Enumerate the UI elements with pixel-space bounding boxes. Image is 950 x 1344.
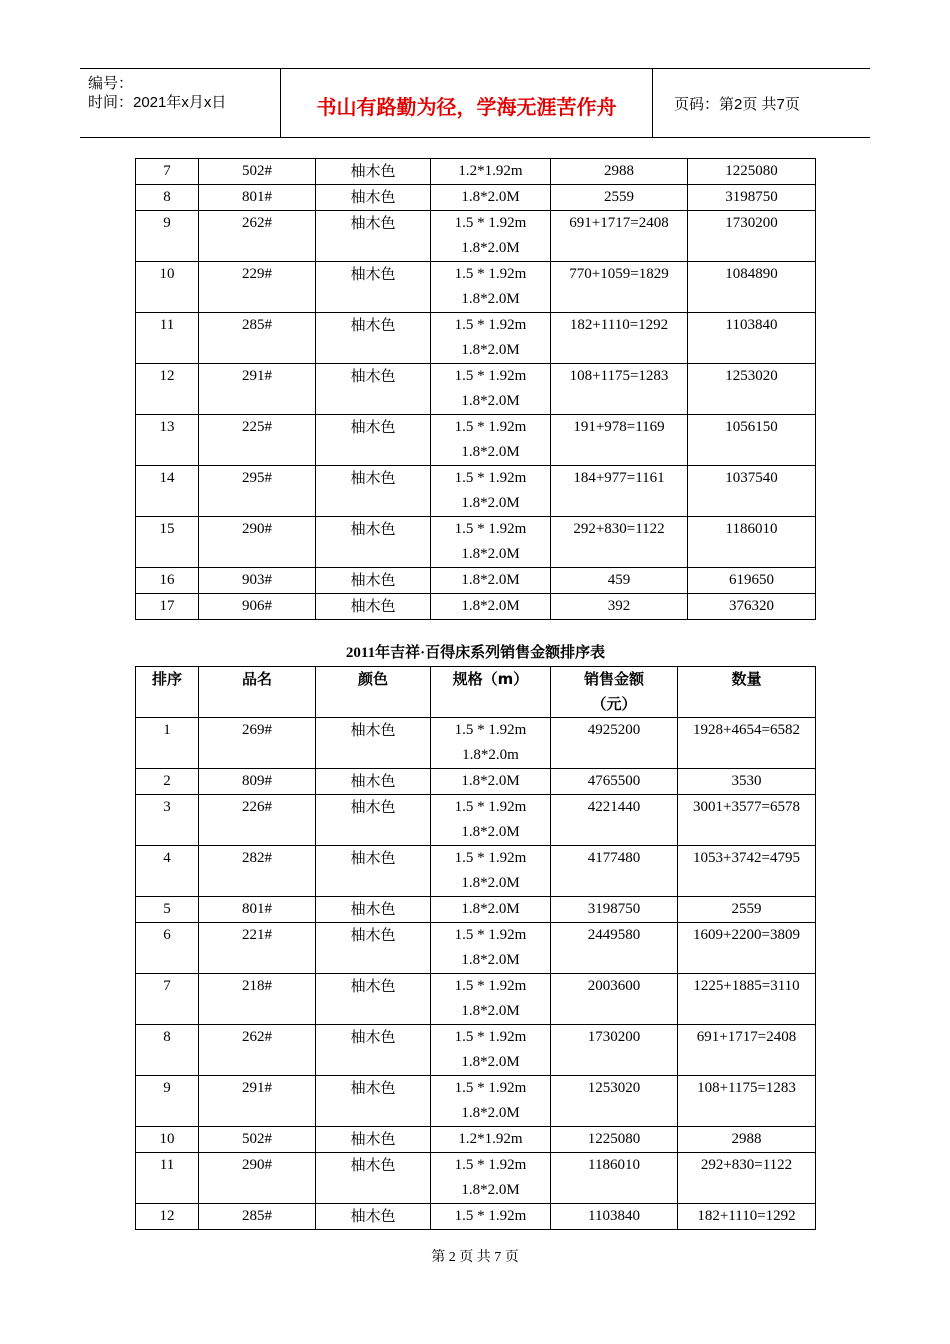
table-cell: 柚木色	[316, 1204, 431, 1230]
column-header: 排序	[136, 667, 199, 718]
table-cell: 295#	[199, 466, 316, 517]
table-cell: 3	[136, 795, 199, 846]
table-cell: 柚木色	[316, 159, 431, 185]
table-row	[136, 1127, 816, 1153]
table-cell: 4177480	[551, 846, 678, 897]
table-cell: 4925200	[551, 718, 678, 769]
table-cell: 柚木色	[316, 974, 431, 1025]
table-cell: 1253020	[688, 364, 816, 415]
table-cell: 1.2*1.92m	[431, 159, 551, 185]
table-cell: 16	[136, 568, 199, 594]
table-cell: 619650	[688, 568, 816, 594]
table-row	[136, 185, 816, 211]
table-cell: 1.5 * 1.92m 1.8*2.0M	[431, 1025, 551, 1076]
table-cell: 1.5 * 1.92m 1.8*2.0M	[431, 313, 551, 364]
table-cell: 1.8*2.0M	[431, 568, 551, 594]
table-cell: 3001+3577=6578	[678, 795, 816, 846]
table-cell: 14	[136, 466, 199, 517]
table-row	[136, 159, 816, 185]
table-cell: 502#	[199, 1127, 316, 1153]
table-cell: 柚木色	[316, 211, 431, 262]
table-cell: 4	[136, 846, 199, 897]
header-meta	[80, 69, 281, 137]
column-header: 数量	[678, 667, 816, 718]
table-cell: 9	[136, 1076, 199, 1127]
table-cell: 3198750	[551, 897, 678, 923]
table-cell: 3530	[678, 769, 816, 795]
table-cell: 柚木色	[316, 185, 431, 211]
page-label-text: 页码：第2页 共7页	[674, 95, 800, 113]
table-row	[136, 795, 816, 846]
page-footer: 第 2 页 共 7 页	[431, 1250, 519, 1265]
table-cell: 8	[136, 185, 199, 211]
table-cell: 184+977=1161	[551, 466, 688, 517]
table-cell: 柚木色	[316, 517, 431, 568]
table-cell: 1.5 * 1.92m 1.8*2.0M	[431, 974, 551, 1025]
table-cell: 1.8*2.0M	[431, 769, 551, 795]
table-cell: 1.5 * 1.92m 1.8*2.0M	[431, 415, 551, 466]
column-header: 销售金额 （元）	[551, 667, 678, 718]
table-cell: 1.5 * 1.92m 1.8*2.0M	[431, 923, 551, 974]
time-label: 时间：2021年x月x日	[88, 94, 227, 111]
table-row	[136, 415, 816, 466]
table-cell: 柚木色	[316, 1153, 431, 1204]
table-cell: 13	[136, 415, 199, 466]
table-row	[136, 1025, 816, 1076]
table-cell: 1.5 * 1.92m 1.8*2.0M	[431, 211, 551, 262]
table-cell: 柚木色	[316, 795, 431, 846]
table-row	[136, 517, 816, 568]
table-row	[136, 594, 816, 620]
table-cell: 11	[136, 1153, 199, 1204]
table-cell: 801#	[199, 897, 316, 923]
table-cell: 1.5 * 1.92m	[431, 1204, 551, 1230]
table-cell: 1.5 * 1.92m 1.8*2.0M	[431, 795, 551, 846]
table-cell: 3198750	[688, 185, 816, 211]
table-cell: 1.5 * 1.92m 1.8*2.0M	[431, 1076, 551, 1127]
sales-table-continued	[135, 158, 816, 620]
table-row	[136, 923, 816, 974]
table-cell: 1084890	[688, 262, 816, 313]
table-cell: 2003600	[551, 974, 678, 1025]
table-row	[136, 364, 816, 415]
table-row	[136, 1076, 816, 1127]
table-cell: 262#	[199, 211, 316, 262]
table-cell: 691+1717=2408	[678, 1025, 816, 1076]
table-cell: 1037540	[688, 466, 816, 517]
table-cell: 1.5 * 1.92m 1.8*2.0M	[431, 466, 551, 517]
table-cell: 柚木色	[316, 262, 431, 313]
sales-ranking-table	[135, 666, 816, 1230]
table-row	[136, 466, 816, 517]
table-row	[136, 568, 816, 594]
table-cell: 1056150	[688, 415, 816, 466]
column-header: 颜色	[316, 667, 431, 718]
table-row	[136, 1153, 816, 1204]
table-cell: 1730200	[688, 211, 816, 262]
table-row	[136, 313, 816, 364]
table-cell: 108+1175=1283	[678, 1076, 816, 1127]
table-cell: 12	[136, 364, 199, 415]
table-cell: 柚木色	[316, 923, 431, 974]
header-page-label	[664, 69, 870, 137]
table-cell: 182+1110=1292	[678, 1204, 816, 1230]
table-cell: 1253020	[551, 1076, 678, 1127]
table-cell: 柚木色	[316, 594, 431, 620]
table-cell: 1186010	[688, 517, 816, 568]
table-cell: 4221440	[551, 795, 678, 846]
table-cell: 柚木色	[316, 769, 431, 795]
table-cell: 2	[136, 769, 199, 795]
table-row	[136, 846, 816, 897]
table-cell: 柚木色	[316, 364, 431, 415]
table-cell: 12	[136, 1204, 199, 1230]
table-cell: 1.8*2.0M	[431, 897, 551, 923]
table-cell: 1.2*1.92m	[431, 1127, 551, 1153]
table-cell: 2988	[678, 1127, 816, 1153]
table-cell: 1.8*2.0M	[431, 594, 551, 620]
table-cell: 229#	[199, 262, 316, 313]
table-cell: 225#	[199, 415, 316, 466]
table-cell: 290#	[199, 1153, 316, 1204]
table-cell: 1225+1885=3110	[678, 974, 816, 1025]
table-cell: 903#	[199, 568, 316, 594]
table-cell: 108+1175=1283	[551, 364, 688, 415]
table-cell: 1.5 * 1.92m 1.8*2.0M	[431, 1153, 551, 1204]
table-cell: 290#	[199, 517, 316, 568]
table-cell: 1.5 * 1.92m 1.8*2.0M	[431, 262, 551, 313]
table-cell: 291#	[199, 364, 316, 415]
table-cell: 1103840	[551, 1204, 678, 1230]
table-cell: 2559	[678, 897, 816, 923]
table-cell: 7	[136, 159, 199, 185]
table-cell: 1225080	[688, 159, 816, 185]
table-row	[136, 262, 816, 313]
table-cell: 1	[136, 718, 199, 769]
table-cell: 1730200	[551, 1025, 678, 1076]
table-cell: 柚木色	[316, 1127, 431, 1153]
table-cell: 262#	[199, 1025, 316, 1076]
code-label: 编号：	[88, 75, 134, 92]
table-cell: 221#	[199, 923, 316, 974]
table-cell: 282#	[199, 846, 316, 897]
table-cell: 191+978=1169	[551, 415, 688, 466]
table-cell: 5	[136, 897, 199, 923]
table-cell: 柚木色	[316, 846, 431, 897]
table-cell: 218#	[199, 974, 316, 1025]
table-cell: 292+830=1122	[678, 1153, 816, 1204]
table-cell: 7	[136, 974, 199, 1025]
table-cell: 1186010	[551, 1153, 678, 1204]
table-cell: 2559	[551, 185, 688, 211]
table-row	[136, 211, 816, 262]
table-cell: 182+1110=1292	[551, 313, 688, 364]
page-header	[80, 68, 870, 138]
table-cell: 8	[136, 1025, 199, 1076]
table-cell: 2988	[551, 159, 688, 185]
table-cell: 10	[136, 1127, 199, 1153]
table-cell: 1053+3742=4795	[678, 846, 816, 897]
table-cell: 柚木色	[316, 897, 431, 923]
table-cell: 1.5 * 1.92m 1.8*2.0M	[431, 364, 551, 415]
column-header: 规格（m）	[431, 667, 551, 718]
table-cell: 502#	[199, 159, 316, 185]
table-cell: 11	[136, 313, 199, 364]
table-cell: 291#	[199, 1076, 316, 1127]
table-cell: 柚木色	[316, 415, 431, 466]
table-cell: 柚木色	[316, 568, 431, 594]
table-cell: 1609+2200=3809	[678, 923, 816, 974]
table-cell: 1103840	[688, 313, 816, 364]
table-cell: 10	[136, 262, 199, 313]
table-cell: 226#	[199, 795, 316, 846]
ranking-table-caption: 2011年吉祥·百得床系列销售金额排序表	[345, 645, 606, 661]
table-cell: 柚木色	[316, 1025, 431, 1076]
table-cell: 459	[551, 568, 688, 594]
table-cell: 770+1059=1829	[551, 262, 688, 313]
table-cell: 2449580	[551, 923, 678, 974]
table-cell: 柚木色	[316, 1076, 431, 1127]
table-cell: 1.5 * 1.92m 1.8*2.0M	[431, 517, 551, 568]
column-header: 品名	[199, 667, 316, 718]
table-cell: 1.5 * 1.92m 1.8*2.0m	[431, 718, 551, 769]
table-row	[136, 718, 816, 769]
table-cell: 15	[136, 517, 199, 568]
header-motto: 书山有路勤为径，学海无涯苦作舟	[281, 69, 653, 137]
table-cell: 1928+4654=6582	[678, 718, 816, 769]
table-cell: 1.5 * 1.92m 1.8*2.0M	[431, 846, 551, 897]
table-cell: 6	[136, 923, 199, 974]
table-cell: 柚木色	[316, 313, 431, 364]
table-cell: 柚木色	[316, 718, 431, 769]
table-cell: 392	[551, 594, 688, 620]
table-row	[136, 1204, 816, 1230]
table-cell: 801#	[199, 185, 316, 211]
table-cell: 285#	[199, 1204, 316, 1230]
table-row	[136, 974, 816, 1025]
table-row	[136, 769, 816, 795]
table-cell: 269#	[199, 718, 316, 769]
table-cell: 292+830=1122	[551, 517, 688, 568]
table-cell: 376320	[688, 594, 816, 620]
table-cell: 285#	[199, 313, 316, 364]
table-row	[136, 897, 816, 923]
table-cell: 906#	[199, 594, 316, 620]
table-cell: 809#	[199, 769, 316, 795]
table-cell: 17	[136, 594, 199, 620]
table-cell: 1225080	[551, 1127, 678, 1153]
table-cell: 9	[136, 211, 199, 262]
table-cell: 691+1717=2408	[551, 211, 688, 262]
table-cell: 1.8*2.0M	[431, 185, 551, 211]
table-cell: 柚木色	[316, 466, 431, 517]
table-cell: 4765500	[551, 769, 678, 795]
